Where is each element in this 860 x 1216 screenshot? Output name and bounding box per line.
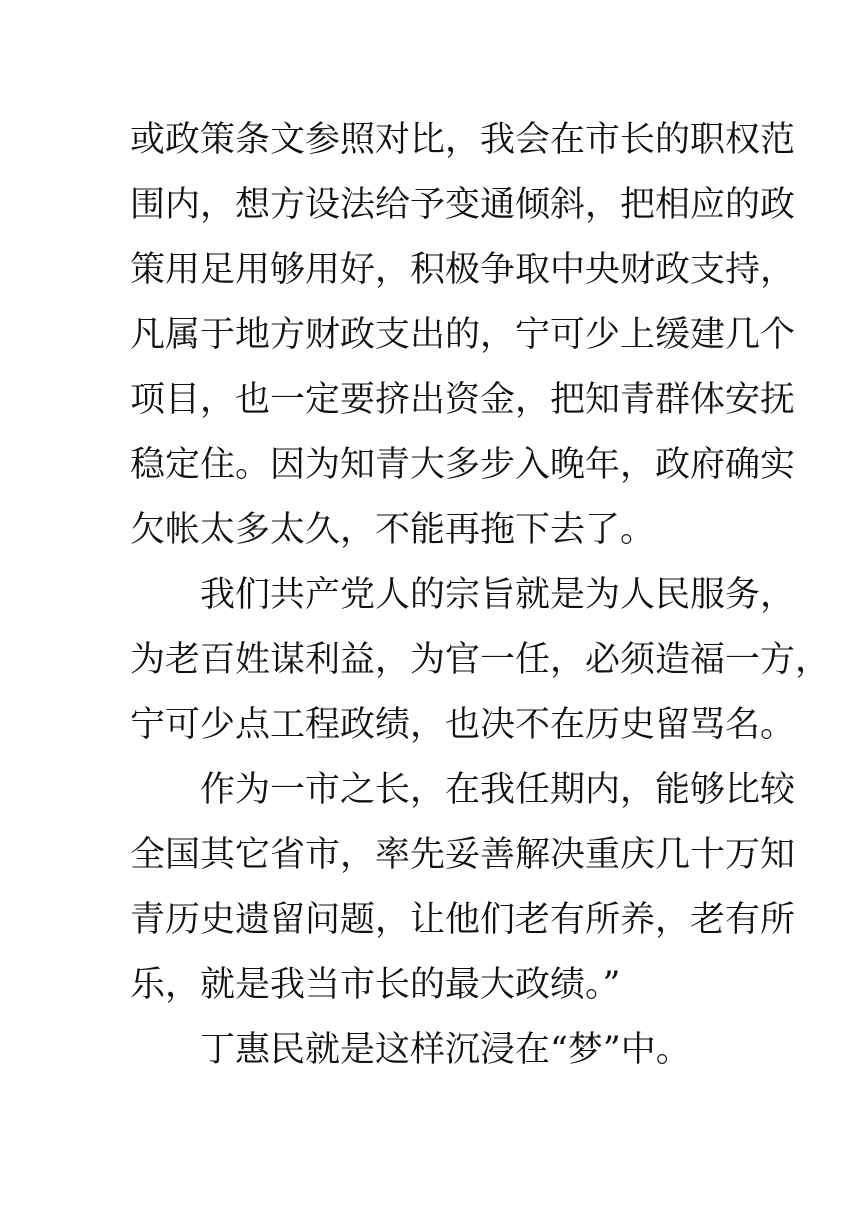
text-line: 策用足用够用好，积极争取中央财政支持，	[130, 250, 796, 290]
text-line: 青历史遗留问题，让他们老有所养，老有所	[130, 900, 796, 940]
text-line: 全国其它省市，率先妥善解决重庆几十万知	[130, 835, 796, 875]
text-line: 或政策条文参照对比，我会在市长的职权范	[130, 120, 796, 160]
text-line: 作为一市之长，在我任期内，能够比较	[130, 770, 796, 810]
text-line: 稳定住。因为知青大多步入晚年，政府确实	[130, 445, 796, 485]
text-line: 宁可少点工程政绩，也决不在历史留骂名。	[130, 705, 796, 745]
text-line: 项目，也一定要挤出资金，把知青群体安抚	[130, 380, 796, 420]
text-line: 乐，就是我当市长的最大政绩。”	[130, 965, 621, 1005]
text-line: 围内，想方设法给予变通倾斜，把相应的政	[130, 185, 796, 225]
body-text	[130, 108, 831, 1083]
text-line: 为老百姓谋利益，为官一任，必须造福一方，	[130, 640, 831, 680]
text-line: 丁惠民就是这样沉浸在“梦”中。	[130, 1030, 691, 1070]
text-line: 凡属于地方财政支出的，宁可少上缓建几个	[130, 315, 796, 355]
text-line: 我们共产党人的宗旨就是为人民服务，	[130, 575, 796, 615]
text-line: 欠帐太多太久，不能再拖下去了。	[130, 510, 656, 550]
